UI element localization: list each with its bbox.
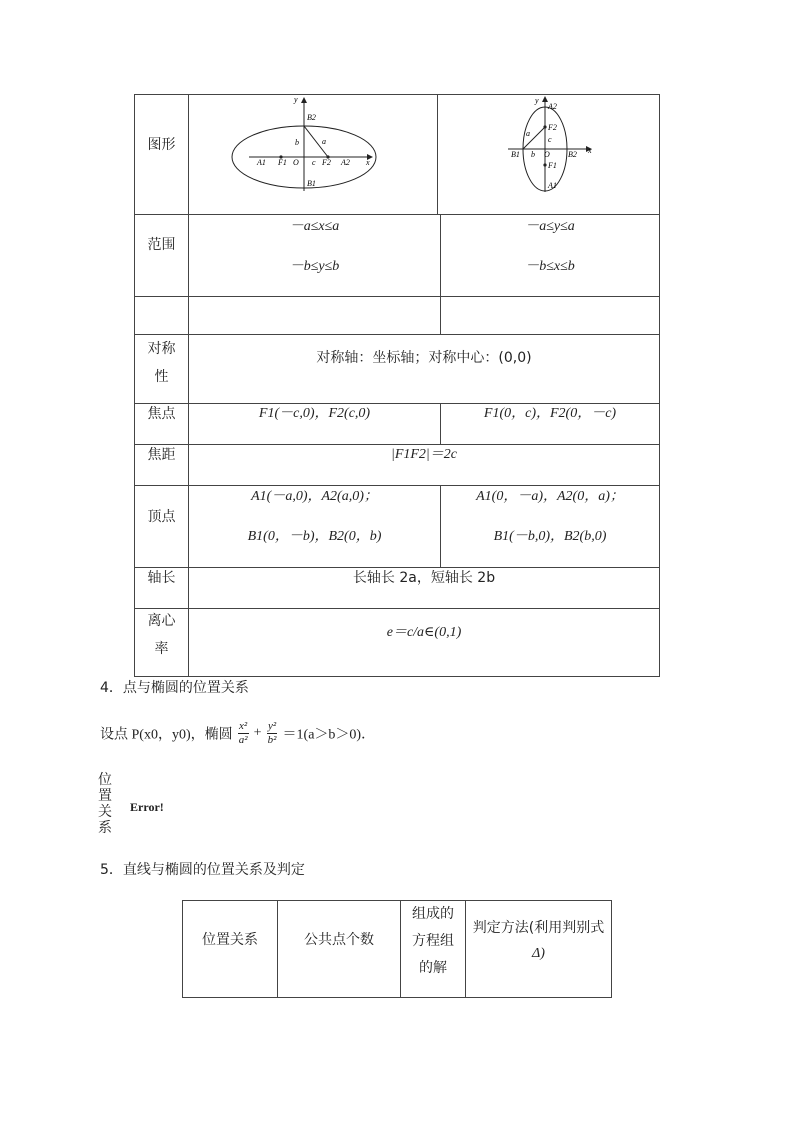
fig-left-c: c [312, 158, 316, 167]
header-position-relation: 位置关系 [202, 932, 258, 948]
row-label-eccentricity-cell [134, 608, 189, 677]
vertical-ellipse-figure [438, 95, 661, 216]
row-label-shape: 图形 [147, 137, 176, 153]
vertical-ellipse-figure-cell [437, 94, 660, 215]
fig-left-O: O [293, 158, 299, 167]
vertical-label-char-3: 关 [98, 804, 112, 820]
eccentricity-cell [188, 608, 660, 677]
row-label-range-cell [134, 214, 189, 297]
fig-right-B1: B1 [511, 150, 520, 159]
row-label-focal-distance: 焦距 [147, 447, 176, 463]
row-label-empty-cell [134, 296, 189, 335]
vertices-right-line2: B1(－b,0)，B2(b,0) [493, 529, 607, 544]
row-label-foci: 焦点 [147, 406, 176, 422]
row-label-symmetry-line2: 性 [154, 369, 169, 385]
fig-right-F1: F1 [548, 161, 557, 170]
row-label-shape-cell [134, 94, 189, 215]
fig-left-A1: A1 [257, 158, 266, 167]
fig-right-F2: F2 [548, 123, 557, 132]
fraction-x2-a2: x² a² [238, 720, 248, 746]
fraction-y2-b2: y² b² [267, 720, 277, 746]
foci-left-cell [188, 403, 441, 445]
fig-right-O: O [544, 150, 550, 159]
row-label-vertices: 顶点 [147, 509, 176, 525]
vertices-left-cell [188, 485, 441, 568]
axis-length-cell [188, 567, 660, 609]
fig-right-b: b [531, 150, 535, 159]
fig-left-F2: F2 [322, 158, 331, 167]
section5-heading: 5．直线与椭圆的位置关系及判定 [100, 862, 305, 878]
foci-right: F1(0，c)，F2(0，－c) [483, 406, 617, 421]
header-criterion-line2: Δ) [532, 946, 545, 961]
row-label-axis-length: 轴长 [147, 570, 176, 586]
range-left-cell [188, 214, 441, 297]
fig-right-c: c [548, 135, 552, 144]
header-common-points-cell [277, 900, 401, 998]
fig-right-y: y [535, 96, 539, 105]
horizontal-ellipse-figure-cell [188, 94, 438, 215]
error-text: Error! [130, 800, 164, 814]
axis-length-content: 长轴长 2a，短轴长 2b [352, 570, 496, 586]
row-label-symmetry-line1: 对称 [147, 341, 176, 357]
fig-left-F1: F1 [278, 158, 287, 167]
vertical-label-char-4: 系 [98, 820, 112, 836]
empty-left-cell [188, 296, 441, 335]
vertices-left-line1: A1(－a,0)，A2(a,0)； [251, 489, 378, 504]
foci-right-cell [440, 403, 660, 445]
vertices-right-cell [440, 485, 660, 568]
row-label-eccentricity-line1: 离心 [147, 613, 176, 629]
fig-left-x: x [366, 158, 370, 167]
range-left-line1: －a≤x≤a [289, 219, 340, 234]
header-system-solution-line2: 方程组 [412, 933, 454, 949]
fig-left-b: b [295, 138, 299, 147]
row-label-vertices-cell [134, 485, 189, 568]
row-label-symmetry-cell [134, 334, 189, 404]
section4-line-suffix: ＝1(a＞b＞0)． [282, 727, 376, 743]
fig-right-a: a [526, 129, 530, 138]
row-label-range: 范围 [147, 237, 176, 253]
row-label-foci-cell [134, 403, 189, 445]
section4-line-prefix: 设点 P(x0，y0)，椭圆 [100, 727, 233, 743]
row-label-axis-length-cell [134, 567, 189, 609]
fig-right-x: x [588, 146, 592, 155]
fig-left-y: y [294, 95, 298, 104]
focal-distance-content: |F1F2|＝2c [390, 447, 457, 462]
eccentricity-content: e＝c/a∈(0,1) [386, 625, 462, 640]
header-system-solution-cell [400, 900, 466, 998]
position-relation-vertical-label [97, 772, 113, 836]
header-system-solution-line3: 的解 [419, 960, 447, 976]
header-position-relation-cell [182, 900, 278, 998]
focal-distance-cell [188, 444, 660, 486]
horizontal-ellipse-figure [189, 95, 439, 216]
range-left-line2: －b≤y≤b [289, 259, 340, 274]
symmetry-content: 对称轴：坐标轴；对称中心：(0,0) [316, 350, 532, 366]
header-common-points: 公共点个数 [304, 932, 374, 948]
range-right-line2: －b≤x≤b [525, 259, 575, 274]
header-criterion-cell [465, 900, 612, 998]
fig-right-A1: A1 [548, 181, 557, 190]
section4-statement [100, 720, 375, 754]
empty-right-cell [440, 296, 660, 335]
range-right-line1: －a≤y≤a [525, 219, 575, 234]
range-right-cell [440, 214, 660, 297]
vertical-label-char-1: 位 [98, 772, 112, 788]
header-criterion-line1: 判定方法(利用判别式 [472, 920, 605, 936]
vertices-right-line1: A1(0，－a)，A2(0，a)； [476, 489, 624, 504]
row-label-focal-distance-cell [134, 444, 189, 486]
fig-left-B2: B2 [307, 113, 316, 122]
fig-left-A2: A2 [341, 158, 350, 167]
fig-left-B1: B1 [307, 179, 316, 188]
fig-right-A2: A2 [548, 102, 557, 111]
header-system-solution-line1: 组成的 [412, 906, 454, 922]
row-label-eccentricity-line2: 率 [154, 641, 169, 657]
plus-sign: + [253, 725, 262, 741]
symmetry-content-cell [188, 334, 660, 404]
vertices-left-line2: B1(0，－b)，B2(0，b) [247, 529, 382, 544]
section4-heading: 4．点与椭圆的位置关系 [100, 680, 249, 696]
foci-left: F1(－c,0)，F2(c,0) [258, 406, 371, 421]
vertical-label-char-2: 置 [98, 788, 112, 804]
fig-right-B2: B2 [568, 150, 577, 159]
fig-left-a: a [322, 137, 326, 146]
